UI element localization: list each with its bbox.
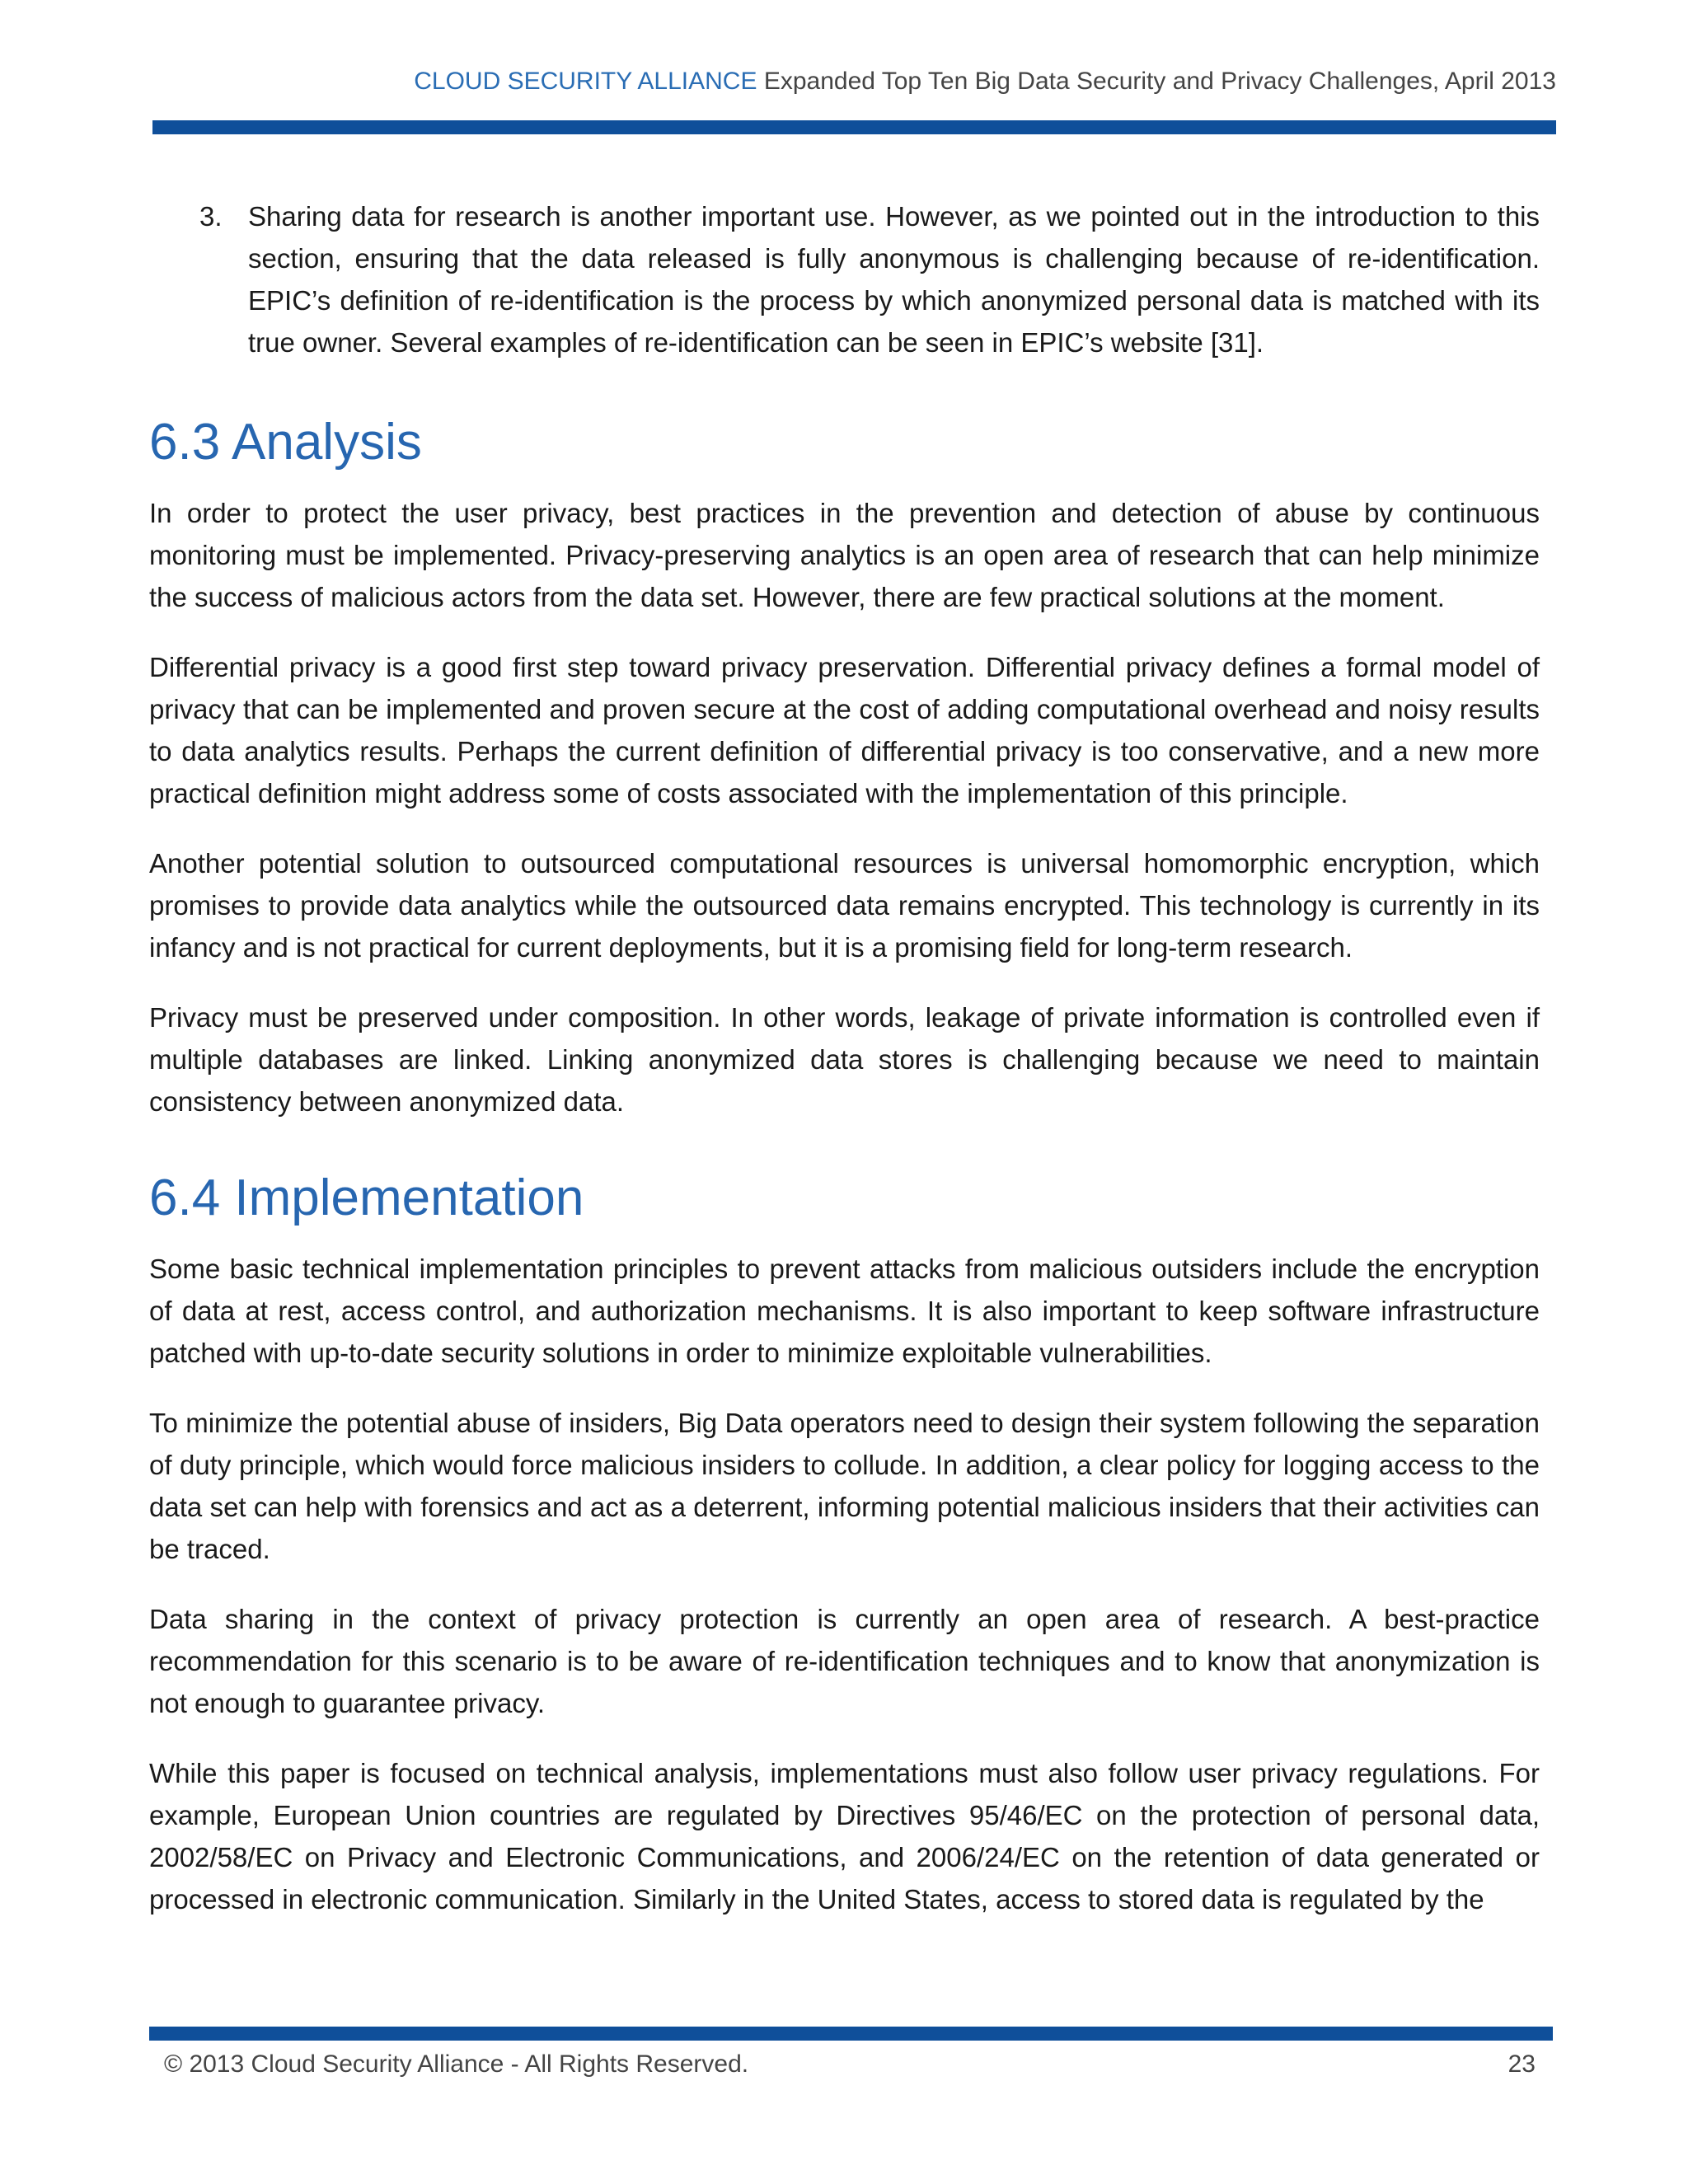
header-org: CLOUD SECURITY ALLIANCE [414,68,757,95]
section-heading-analysis: 6.3 Analysis [149,414,422,471]
running-header [414,68,1556,96]
page-number: 23 [1507,2050,1536,2078]
analysis-paragraph-1: In order to protect the user privacy, best practices in the prevention and detection of abuse by continuous monitoring must be implemented. Privacy-preserving analytics is an open area of research that can help minimize the success of malicious actors from the data set. However, there are few practical solutions at the moment. [149,498,1540,612]
list-item-text: Sharing data for research is another important use. However, as we pointed out in the introduction to this section, ensuring that the data released is fully anonymous is challenging because of re-identification. EPIC’s definition of re-identification is the process by which anonymized personal data is matched with its true owner. Several examples of re-identification can be seen in EPIC’s website [31]. [248,201,1540,358]
implementation-paragraph-2: To minimize the potential abuse of insiders, Big Data operators need to design their system following the separation of duty principle, which would force malicious insiders to collude. In addition, a clear policy for logging access to the data set can help with forensics and act as a deterrent, informing potential malicious insiders that their activities can be traced. [149,1408,1540,1564]
list-item-number: 3. [199,201,223,232]
section-heading-implementation: 6.4 Implementation [149,1169,584,1226]
analysis-paragraph-2: Differential privacy is a good first step toward privacy preservation. Differential privacy defines a formal model of privacy that can be implemented and proven secure at the cost of adding computational overhead and noisy results to data analytics results. Perhaps the current definition of differential privacy is too conservative, and a new more practical definition might address some of costs associated with the implementation of this principle. [149,652,1540,808]
footer-copyright: © 2013 Cloud Security Alliance - All Rights Reserved. [164,2050,749,2078]
header-title: Expanded Top Ten Big Data Security and Privacy Challenges, April 2013 [763,68,1556,95]
implementation-paragraph-1: Some basic technical implementation principles to prevent attacks from malicious outsiders include the encryption of data at rest, access control, and authorization mechanisms. It is also important to keep software infrastructure patched with up-to-date security solutions in order to minimize exploitable vulnerabilities. [149,1254,1540,1368]
header-rule [152,120,1556,134]
page-content [149,195,1540,1948]
analysis-paragraph-3: Another potential solution to outsourced computational resources is universal homomorphic encryption, which promises to provide data analytics while the outsourced data remains encrypted. This technology is currently in its infancy and is not practical for current deployments, but it is a promising field for long-term research. [149,848,1540,963]
analysis-paragraph-4: Privacy must be preserved under composition. In other words, leakage of private information is controlled even if multiple databases are linked. Linking anonymized data stores is challenging because we need to maintain consistency between anonymized data. [149,1002,1540,1117]
footer-rule [149,2027,1553,2041]
implementation-paragraph-4: While this paper is focused on technical analysis, implementations must also follow user privacy regulations. For example, European Union countries are regulated by Directives 95/46/EC on the protection of personal data, 2002/58/EC on Privacy and Electronic Communications, and 2006/24/EC on the retention of data generated or processed in electronic communication. Similarly in the United States, access to stored data is regulated by the [149,1758,1540,1915]
list-item [149,195,1540,363]
implementation-paragraph-3: Data sharing in the context of privacy protection is currently an open area of research. A best-practice recommendation for this scenario is to be aware of re-identification techniques and to know that anonymization is not enough to guarantee privacy. [149,1604,1540,1718]
